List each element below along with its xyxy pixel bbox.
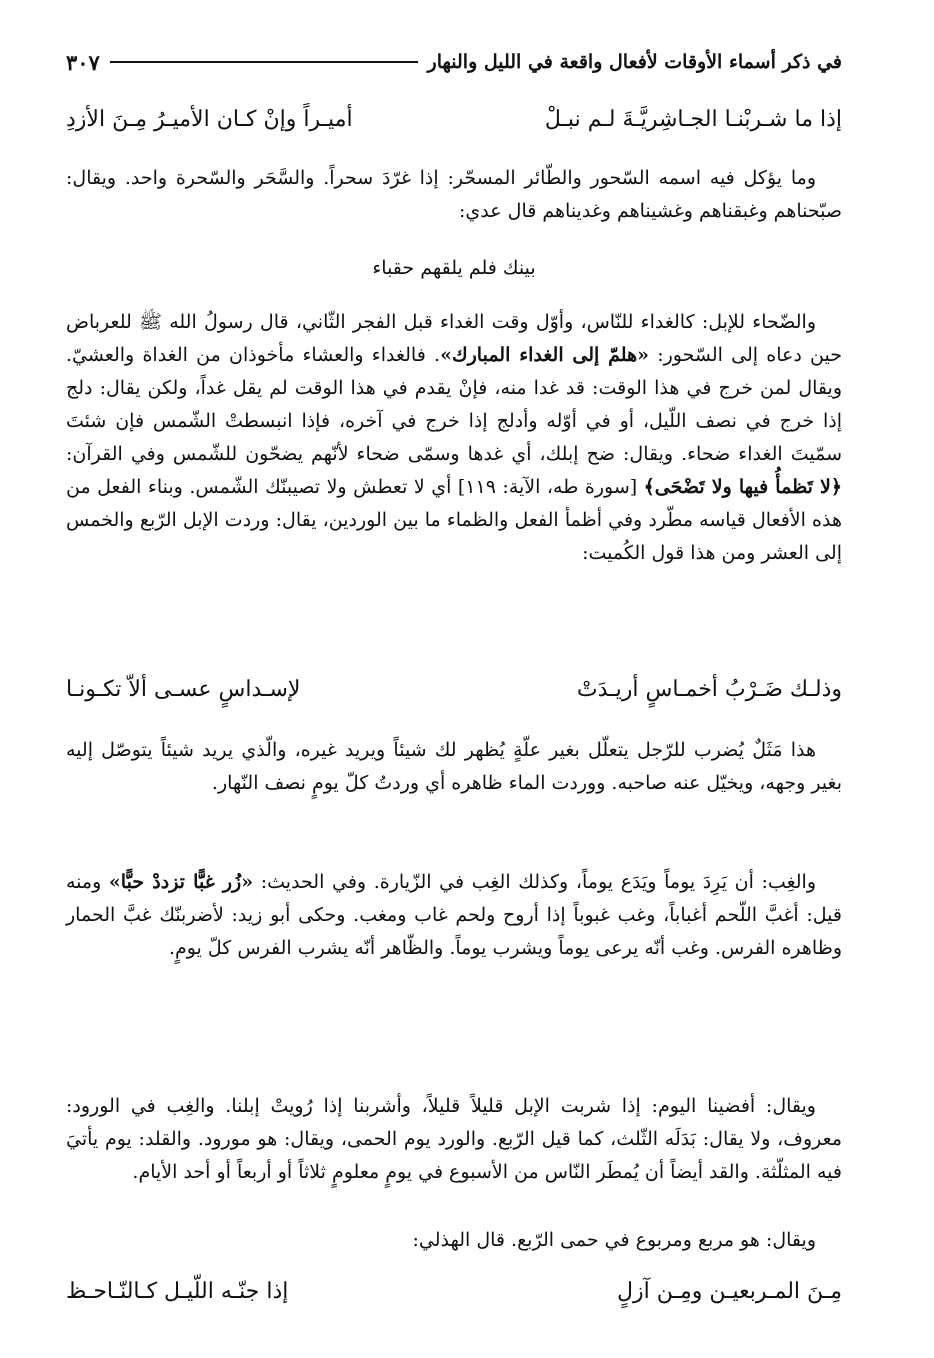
verse-3-right-hemistich: مِـنَ المـربعيـن ومِـن آزلٍ xyxy=(617,1279,842,1304)
hadith-quote-1: «هلمّ إلى الغداء المبارك» xyxy=(440,344,649,366)
paragraph-2-part-2: . فالغداء والعشاء مأخوذان من الغداة والعشيّ. ويقال لمن خرج في هذا الوقت: قد غدا منه، فإنْ يقدم في هذا الوقت لم يقل غداً، ولكن يقال: دلج إذا خرج في نصف اللّيل، أو في أوّله وأدلج إذا خرج في آخره، فإذا انبسطتْ الشّمس فإن شئتَ سمّيتَ الغداء ضحاء. ويقال: ضح إبلك، أي غدها وسمّى ضحاء لأنّهم يضحّون للشّمس وفي القرآن: xyxy=(66,344,842,465)
verse-2 xyxy=(66,674,842,706)
paragraph-1: وما يؤكل فيه اسمه السّحور والطّائر المسحّر: إذا غرّدَ سحراً. والسَّحَر والسّحرة واحد. ويقال: صبّحناهم وغبقناهم وغشيناهم وغديناهم قال عدي: xyxy=(66,167,842,222)
verse-2-left-hemistich: لإسـداسٍ عسـى ألاّ تكـونـا xyxy=(66,677,301,702)
quoted-line: بينك فلم يلقهم حقباء xyxy=(372,257,536,279)
paragraph-4-part-1: والغِب: أن يَرِدَ يوماً ويَدَع يوماً، وكذلك الغِب في الزّيارة. وفي الحديث: xyxy=(260,871,817,893)
paragraph-4-part-2: ومنه قيل: أغبَّ اللّحم أغباباً، وغب غبوباً إذا أروح ولحم غاب ومغب. وحكى أبو زيد: لأضربنّك غبَّ الحمار وظاهره الفرس. وغب أنّه يرعى يوماً ويشرب يوماً. والظّاهر أنّه يشرب الفرس كلّ يومٍ. xyxy=(66,871,842,959)
header-title: في ذكر أسماء الأوقات لأفعال واقعة في الليل والنهار xyxy=(427,51,842,73)
hadith-quote-2: «زُر غبًّا تزددْ حبًّا» xyxy=(108,871,254,893)
quran-quote: ﴿لا تَظمأُ فيها ولا تَضْحَى﴾ xyxy=(643,476,842,498)
verse-1-left-hemistich: أميـراً وإنْ كـان الأميـرُ مِـنَ الأزدِ xyxy=(66,107,353,132)
paragraph-2 xyxy=(66,306,842,570)
paragraph-2-part-3: [سورة طه، الآية: ١١٩] أي لا تعطش ولا تصيبنّك الشّمس. وبناء الفعل من هذه الأفعال قياسه مطّرد وفي أظمأ الفعل والظماء ما بين الوردين، يقال: وردت الإبل الرّبع والخمس إلى العشر ومن هذا قول الكُميت: xyxy=(66,476,842,564)
page-number: ٣٠٧ xyxy=(66,49,100,75)
header-rule xyxy=(110,61,418,63)
running-header xyxy=(66,40,842,84)
paragraph-4 xyxy=(66,866,842,965)
paragraph-6: ويقال: هو مربع ومربوع في حمى الرّبع. قال الهذلي: xyxy=(412,1229,816,1251)
verse-1 xyxy=(66,104,842,136)
verse-2-right-hemistich: وذلـك ضَـرْبُ أخمـاسٍ أريـدَتْ xyxy=(576,677,842,702)
verse-3-left-hemistich: إذا جنّـه اللّيـل كـالنّـاحـظ xyxy=(66,1279,289,1304)
verse-1-right-hemistich: إذا ما شـربْنـا الجـاشِريَّـةَ لـم نبـلْ xyxy=(544,107,842,132)
verse-3 xyxy=(66,1276,842,1308)
paragraph-5: ويقال: أفضينا اليوم: إذا شربت الإبل قليلاً قليلاً، وأشربنا إذا رُويتْ إبلنا. والغِب في الورود: معروف، ولا يقال: بَدَلَه الثّلث، كما قيل الرّبع. والورد يوم الحمى، ويقال: هو مورود. والقلد: يوم يأتيَ فيه المثلّثة. والقد أيضاً أن يُمطَر النّاس من الأسبوع في يومٍ معلومٍ ثلاثاً أو أربعاً أو أحد الأيام. xyxy=(66,1095,842,1183)
paragraph-3: هذا مَثَلٌ يُضرب للرّجل يتعلّل بغير علّةٍ يُظهر لك شيئاً ويريد غيره، والّذي يريد شيئاً يتوصّل إليه بغير وجهه، ويخيّل عنه صاحبه. ووردت الماء ظاهره أي وردتُ كلّ يومٍ نصف النّهار. xyxy=(66,739,842,794)
paragraph-2-part-1: والضّحاء للإبل: كالغداء للنّاس، وأوّل وقت الغداء قبل الفجر الثّاني، قال رسولُ الله ﷺ للعرباض حين دعاه إلى السّحور: xyxy=(66,311,842,366)
